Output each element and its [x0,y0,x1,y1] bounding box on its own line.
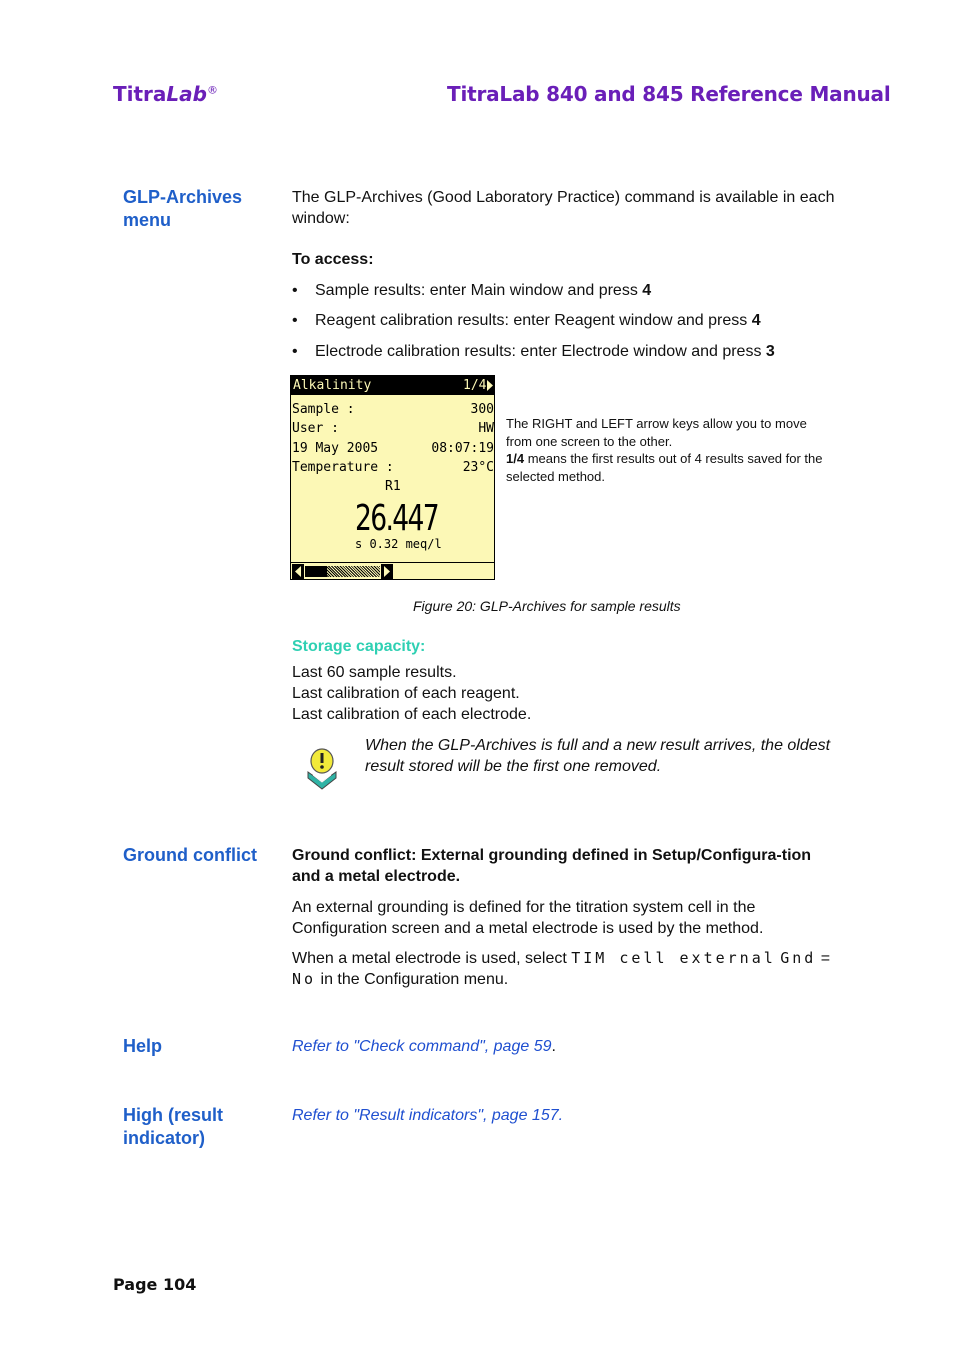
figure-caption: Figure 20: GLP-Archives for sample results [413,598,681,614]
lcd-value: 23°C [462,460,494,475]
help-link[interactable]: Refer to "Check command", page 59 [292,1038,552,1055]
ground-bold-line: Ground conflict: External grounding defined in Setup/Configura-tion and a metal electrode. [292,847,812,885]
explanation-text: The RIGHT and LEFT arrow keys allow you to move from one screen to the other. [506,416,807,449]
storage-line: Last calibration of each reagent. [292,685,520,702]
lcd-label: Temperature : [292,460,394,475]
glp-intro: The GLP-Archives (Good Laboratory Practice) command is available in each window: [292,189,835,227]
lcd-row [292,441,495,460]
brand-mark: ® [206,83,218,97]
storage-line: Last calibration of each electrode. [292,706,532,723]
brand-prefix: Titra [113,82,167,106]
access-label: To access: [292,251,374,268]
storage-heading: Storage capacity: [292,638,426,655]
bullet-key: 4 [642,282,652,299]
explanation-bold: 1/4 [506,451,525,466]
header-title: TitraLab 840 and 845 Reference Manual [447,82,891,106]
lcd-row [292,402,495,421]
storage-line: Last 60 sample results. [292,664,457,681]
bullet-item: • Reagent calibration results: enter Reagent window and press 4 [292,312,761,329]
lcd-value: 08:07:19 [431,441,494,456]
ground-text: = [816,950,831,967]
lcd-scrollbar [291,562,494,580]
lcd-result-name: R1 [385,479,401,494]
bullet-text: Sample results: enter Main window and press [315,282,643,299]
lcd-value: HW [478,421,494,436]
header-brand [113,82,218,106]
help-ref [292,1036,837,1057]
code-text: Gnd [780,949,817,967]
lcd-title-bar [291,376,494,395]
bullet-key: 3 [765,343,775,360]
arrow-right-icon [381,564,393,579]
lcd-label: Sample : [292,402,355,417]
explanation-text: means the first results out of 4 results saved for the selected method. [506,451,823,484]
lcd-page: 1/4 [463,378,487,393]
lcd-label: 19 May 2005 [292,441,379,456]
scroll-thumb [305,566,327,577]
bullet-text: Electrode calibration results: enter Electrode window and press [315,343,766,360]
bullet-text: Reagent calibration results: enter Reagent window and press [315,312,752,329]
ground-text: in the Configuration menu. [316,971,509,988]
lcd-result-value: 26.447 [355,498,439,539]
brand-suffix: Lab [166,82,207,106]
code-text: No [292,970,317,988]
warning-lightbulb-icon [305,748,339,790]
ground-para: An external grounding is defined for the titration system cell in the Configuration screen and a metal electrode is used by the method. [292,899,764,937]
high-link[interactable]: Refer to "Result indicators", page 157. [292,1107,564,1124]
bullet-key: 4 [751,312,761,329]
bullet-item: • Sample results: enter Main window and press 4 [292,282,652,299]
lcd-title: Alkalinity [293,378,372,393]
high-heading: High (result indicator) [123,1105,224,1148]
screen-explanation [506,415,826,485]
lcd-label: User : [292,421,339,436]
lcd-screen [290,375,495,580]
ground-heading: Ground conflict [123,845,257,865]
lcd-row [292,460,495,479]
arrow-left-icon [292,564,304,579]
lcd-value: 300 [470,402,494,417]
glp-heading: GLP-Archives menu [123,187,243,230]
ground-text: When a metal electrode is used, select [292,950,572,967]
help-suffix: . [551,1038,556,1055]
code-text: TIM cell external [571,949,776,967]
lcd-row [292,421,495,440]
warning-note: When the GLP-Archives is full and a new result arrives, the oldest result stored will be the first one removed. [365,737,831,775]
lcd-result-unit: s 0.32 meq/l [355,537,442,551]
high-ref [292,1105,837,1126]
arrow-right-icon [487,380,493,391]
bullet-item: • Electrode calibration results: enter Electrode window and press 3 [292,343,775,360]
ground-para [292,948,837,990]
help-heading: Help [123,1036,163,1056]
page-number: Page 104 [113,1275,197,1294]
